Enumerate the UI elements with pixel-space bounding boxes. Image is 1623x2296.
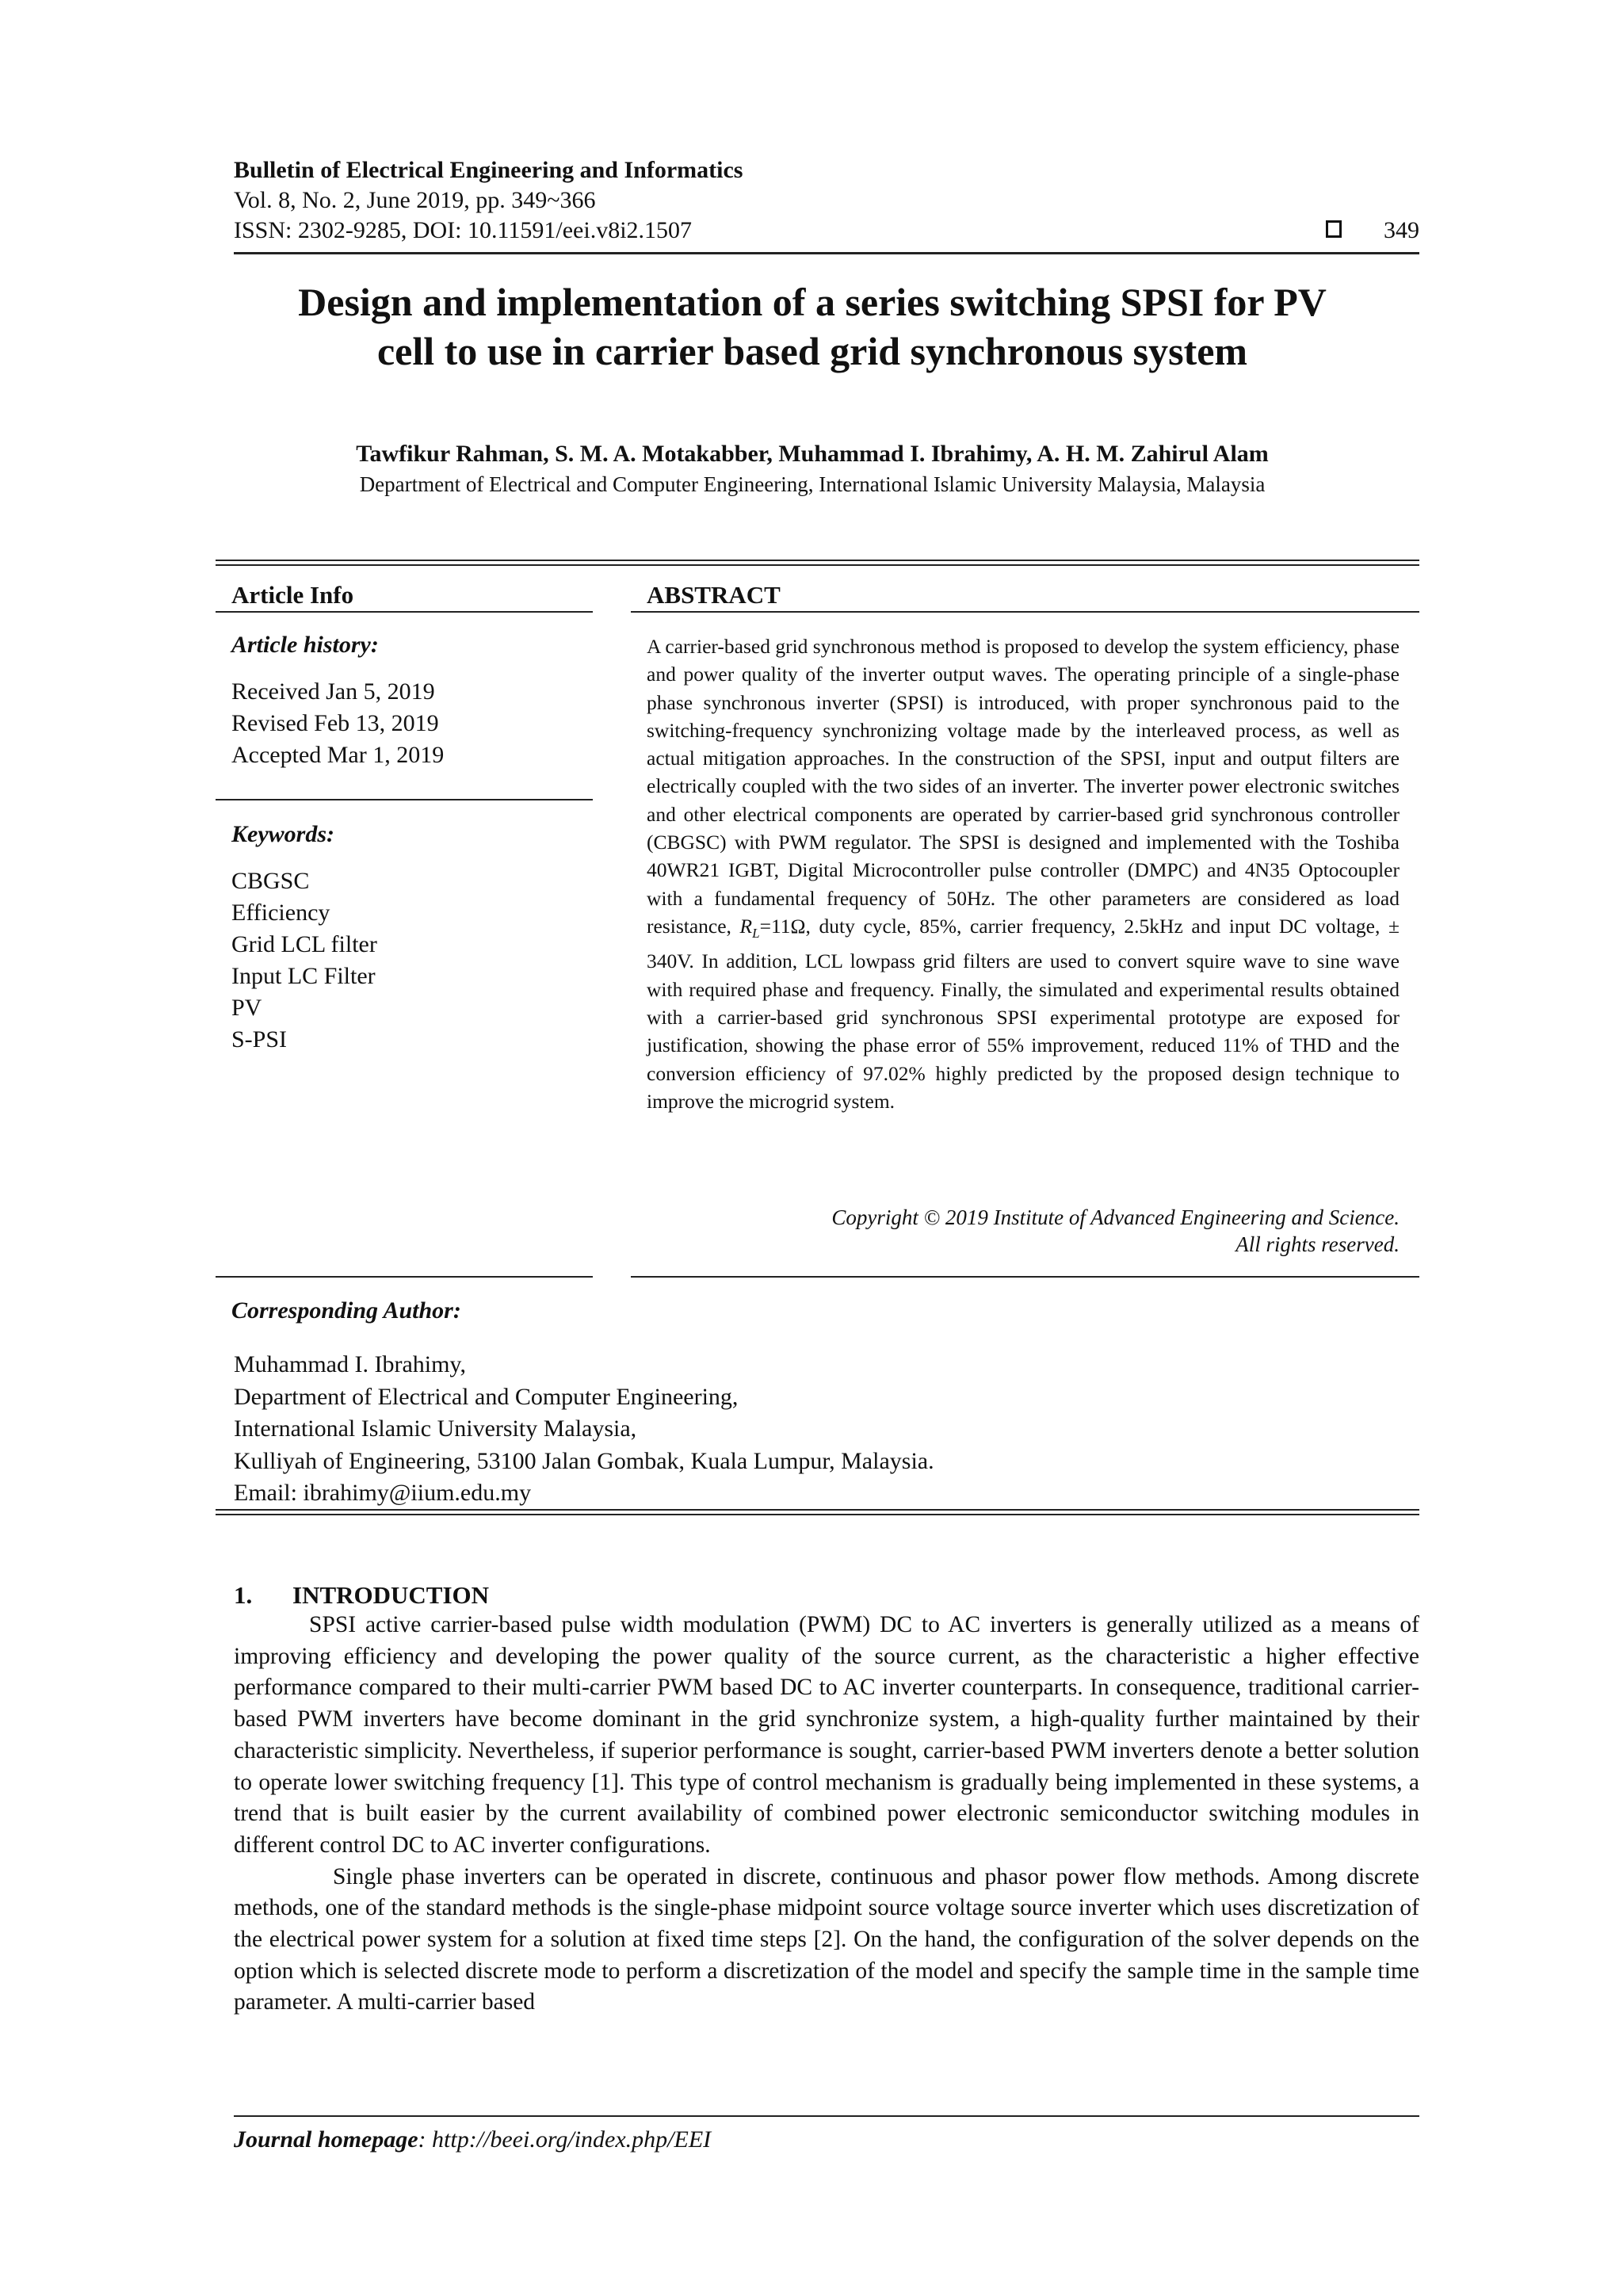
copyright-line-1: Copyright © 2019 Institute of Advanced Engineering and Science. [831,1205,1400,1229]
affiliation: Department of Electrical and Computer Engineering, International Islamic University Malaysia, Malaysia [359,472,1266,496]
corr-line: Muhammad I. Ibrahimy, [234,1351,466,1377]
load-resistance-symbol [739,914,760,942]
corresponding-author-label: Corresponding Author: [231,1297,461,1324]
section-title: INTRODUCTION [292,1581,490,1609]
copyright-line-2: All rights reserved. [1235,1232,1400,1256]
symbol-main: R [739,914,753,938]
symbol-subscript: L [752,926,760,942]
keyword-item: PV [231,995,262,1021]
history-rule [216,799,593,800]
intro-paragraph-2: Single phase inverters can be operated in discrete, continuous and phasor power flow methods. Among discrete methods, one of the standard methods is the single-phase midpoint source voltage source inverter which uses discretization of the electrical power system for a solution at fixed time steps [2]. On the hand, the configuration of the solver depends on the option which is selected discrete mode to perform a discretization of the model and specify the sample time in the sample time parameter. A multi-carrier based [234,1863,1419,2015]
corresponding-author-block [234,1349,934,1510]
keyword-item: CBGSC [231,868,310,894]
journal-homepage [234,2125,711,2155]
keyword-item: Input LC Filter [231,963,376,989]
introduction-body [234,1610,1419,2019]
author-list: Tawfikur Rahman, S. M. A. Motakabber, Muhammad I. Ibrahimy, A. H. M. Zahirul Alam [356,441,1269,467]
volume-line: Vol. 8, No. 2, June 2019, pp. 349~366 [234,187,596,213]
keyword-item: S-PSI [231,1026,288,1052]
corr-line: International Islamic University Malaysia, [234,1415,637,1442]
journal-name: Bulletin of Electrical Engineering and Informatics [234,157,743,183]
issn-line: ISSN: 2302-9285, DOI: 10.11591/eei.v8i2.1507 [234,217,693,243]
article-history-list [231,676,444,771]
article-info-rule [216,611,593,613]
title-line-1: Design and implementation of a series switching SPSI for PV [298,280,1327,324]
corr-bottom-rule-1 [216,1509,1419,1511]
info-bottom-rule-left [216,1276,593,1278]
corr-email: Email: ibrahimy@iium.edu.my [234,1480,532,1506]
keywords-label: Keywords: [231,821,334,847]
corr-line: Department of Electrical and Computer Engineering, [234,1383,739,1410]
square-bullet-icon [1326,220,1342,238]
introduction-heading [234,1580,489,1610]
section-number: 1. [234,1581,253,1609]
page-number: 349 [1384,217,1419,243]
abstract-rule [631,611,1419,613]
corr-bottom-rule-2 [216,1514,1419,1515]
history-received: Received Jan 5, 2019 [231,678,435,705]
abstract-text-part-2: =11Ω, duty cycle, 85%, carrier frequency, 2.5kHz and input DC voltage, ± 340V. In addition, LCL lowpass grid filters are used to convert squire wave to sine wave with required phase and frequency. Finally, the simulated and experimental results obtained with a carrier-based grid synchronous SPSI experimental prototype are exposed for justification, showing the phase error of 55% improvement, reduced 11% of THD and the conversion efficiency of 97.02% highly predicted by the proposed design technique to improve the microgrid system. [647,914,1400,1113]
intro-paragraph-1: SPSI active carrier-based pulse width modulation (PWM) DC to AC inverters is generally utilized as a means of improving efficiency and developing the power quality of the source current, as the characteristic a higher effective performance compared to their multi-carrier PWM based DC to AC inverter counterparts. In consequence, traditional carrier-based PWM inverters have become dominant in the grid synchronize system, a high-quality further maintained by their characteristic simplicity. Nevertheless, if superior performance is sought, carrier-based PWM inverters denote a better solution to operate lower switching frequency [1]. This type of control mechanism is gradually being implemented in these systems, a trend that is built easier by the current availability of combined power electronic semiconductor switching modules in different control DC to AC inverter configurations. [234,1612,1419,1858]
corr-line: Kulliyah of Engineering, 53100 Jalan Gombak, Kuala Lumpur, Malaysia. [234,1447,934,1474]
homepage-url[interactable]: : http://beei.org/index.php/EEI [418,2126,712,2153]
article-history-label: Article history: [231,632,379,658]
info-bottom-rule-right [631,1276,1419,1278]
info-top-rule-1 [216,560,1419,561]
homepage-label: Journal homepage [234,2126,418,2153]
title-line-2: cell to use in carrier based grid synchronous system [376,329,1248,373]
page-number-row [234,216,1419,246]
header-rule [234,252,1419,254]
abstract-text-part-1: A carrier-based grid synchronous method is proposed to develop the system efficiency, phase and power quality of the inverter output waves. The operating principle of a single-phase phase synchronous inverter (SPSI) is introduced, with proper synchronous paid to the switching-frequency synchronizing voltage made by the interleaved process, as well as actual mitigation approaches. In the construction of the SPSI, input and output filters are electrically coupled with the two sides of an inverter. The inverter power electronic switches and other electrical components are operated by carrier-based grid synchronous controller (CBGSC) with PWM regulator. The SPSI is designed and implemented with the Toshiba 40WR21 IGBT, Digital Microcontroller pulse controller (DMPC) and 4N35 Optocoupler with a fundamental frequency of 50Hz. The other parameters are considered as load resistance, [647,635,1400,938]
abstract-heading: ABSTRACT [647,581,781,609]
abstract-text [647,632,1400,1115]
history-revised: Revised Feb 13, 2019 [231,710,439,736]
keywords-list [231,865,377,1056]
info-top-rule-2 [216,564,1419,566]
keyword-item: Efficiency [231,900,330,926]
history-accepted: Accepted Mar 1, 2019 [231,742,445,768]
keyword-item: Grid LCL filter [231,931,377,957]
article-info-heading: Article Info [231,581,354,609]
copyright-notice [647,1204,1400,1258]
paper-title [190,277,1434,376]
footer-rule [234,2115,1419,2117]
